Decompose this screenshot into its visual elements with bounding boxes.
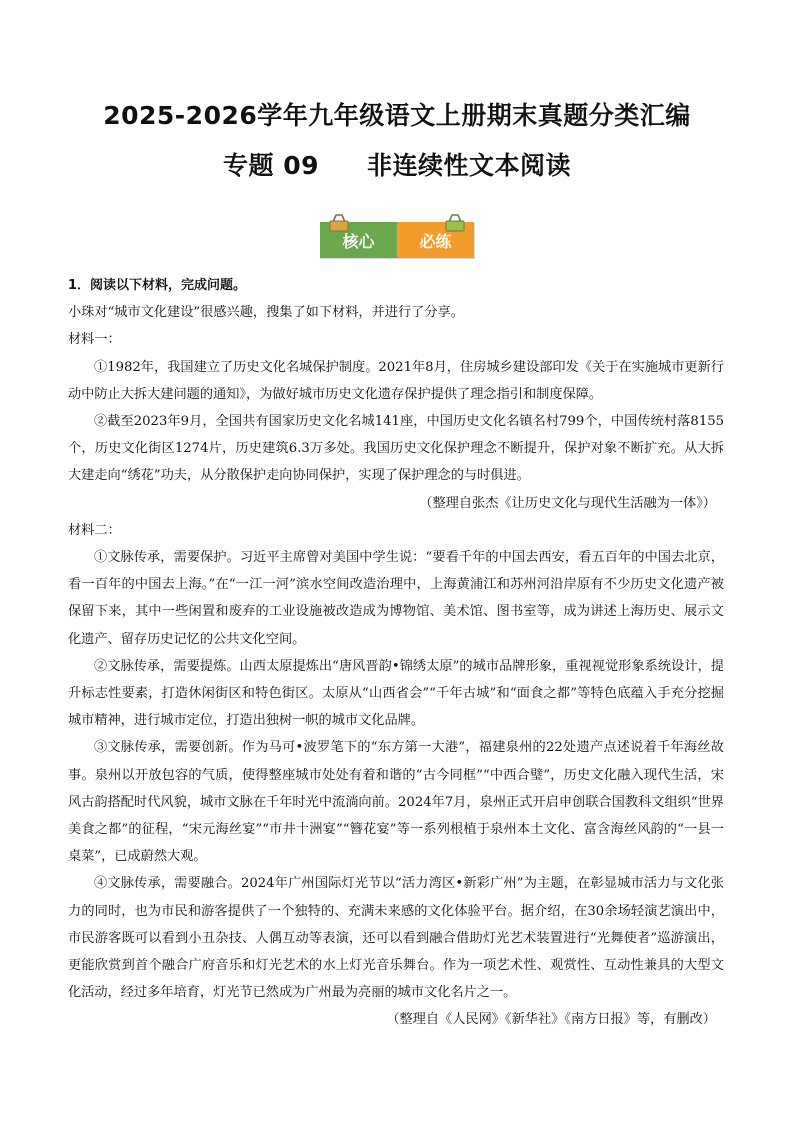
material-paragraph: ③文脉传承，需要创新。作为马可•波罗笔下的“东方第一大港”，福建泉州的22处遗产点述说着千年海丝故事。泉州以开放包容的气质，使得整座城市处处有着和谐的“古今同框”“中西合璧”，历史文化融入现代生活，宋风古韵搭配时代风貌，城市文脉在千年时光中流淌向前。2024年7月，泉州正式开启申创联合国教科文组织“世界美食之都”的征程，“宋元海丝宴”“市井十洲宴”“簪花宴”等一系列根植于泉州本土文化、富含海丝风韵的“一县一桌菜”，已成蔚然大观。	[68, 740, 724, 865]
material-paragraph: ②截至2023年9月，全国共有国家历史文化名城141座，中国历史文化名镇名村799个，中国传统村落8155个，历史文化街区1274片，历史建筑6.3万多处。我国历史文化保护理念不断提升，保护对象不断扩充。从大拆大建走向“绣花”功夫，从分散保护走向协同保护，实现了保护理念的与时俱进。	[68, 414, 724, 484]
material-label: 材料一：	[68, 332, 121, 348]
question-body	[68, 272, 724, 1034]
topic-name: 非连续性文本阅读	[366, 151, 571, 180]
material-source: （整理自《人民网》《新华社》《南方日报》等，有删改）	[386, 1012, 716, 1028]
document-title: 2025-2026学年九年级语文上册期末真题分类汇编	[103, 101, 691, 130]
binder-clip-icon	[444, 214, 466, 232]
core-practice-badge	[320, 214, 474, 260]
material-source: （整理自张杰《让历史文化与现代生活融为一体》）	[419, 495, 716, 511]
material-paragraph: ①文脉传承，需要保护。习近平主席曾对美国中学生说：“要看千年的中国去西安，看五百年的中国去北京，看一百年的中国去上海。”在“一江一河”滨水空间改造治理中，上海黄浦江和苏州河沿岸原有不少历史文化遗产被保留下来，其中一些闲置和废弃的工业设施被改造成为博物馆、美术馆、图书室等，成为讲述上海历史、展示文化遗产、留存历史记忆的公共文化空间。	[68, 550, 724, 647]
material-paragraph: ①1982年，我国建立了历史文化名城保护制度。2021年8月，住房城乡建设部印发《关于在实施城市更新行动中防止大拆大建问题的通知》，为做好城市历史文化遗存保护提供了理念指引和制度保障。	[68, 359, 724, 402]
material-paragraph: ④文脉传承，需要融合。2024年广州国际灯光节以“活力湾区•新彩广州”为主题，在彰显城市活力与文化张力的同时，也为市民和游客提供了一个独特的、充满未来感的文化体验平台。据介绍，在30余场轻演艺演出中，市民游客既可以看到小丑杂技、人偶互动等表演，还可以看到融合借助灯光艺术装置进行“光舞使者”巡游演出，更能欣赏到首个融合广府音乐和灯光艺术的水上灯光音乐舞台。作为一项艺术性、观赏性、互动性兼具的大型文化活动，经过多年培育，灯光节已然成为广州最为亮丽的城市文化名片之一。	[68, 876, 724, 1001]
topic-code: 专题 09	[222, 151, 319, 180]
question-prompt: 1．阅读以下材料，完成问题。	[68, 278, 247, 293]
document-subtitle	[0, 146, 794, 182]
question-intro: 小珠对“城市文化建设”很感兴趣，搜集了如下材料，并进行了分享。	[68, 305, 464, 321]
badge-right-label: 必练	[397, 222, 474, 258]
binder-clip-icon	[328, 214, 350, 232]
badge-left-label: 核心	[320, 222, 397, 258]
material-label: 材料二：	[68, 522, 121, 538]
material-paragraph: ②文脉传承，需要提炼。山西太原提炼出“唐风晋韵•锦绣太原”的城市品牌形象，重视视觉形象系统设计，提升标志性要素，打造休闲街区和特色街区。太原从“山西省会”“千年古城”和“面食之都”等特色底蕴入手充分挖掘城市精神，进行城市定位，打造出独树一帜的城市文化品牌。	[68, 658, 724, 729]
